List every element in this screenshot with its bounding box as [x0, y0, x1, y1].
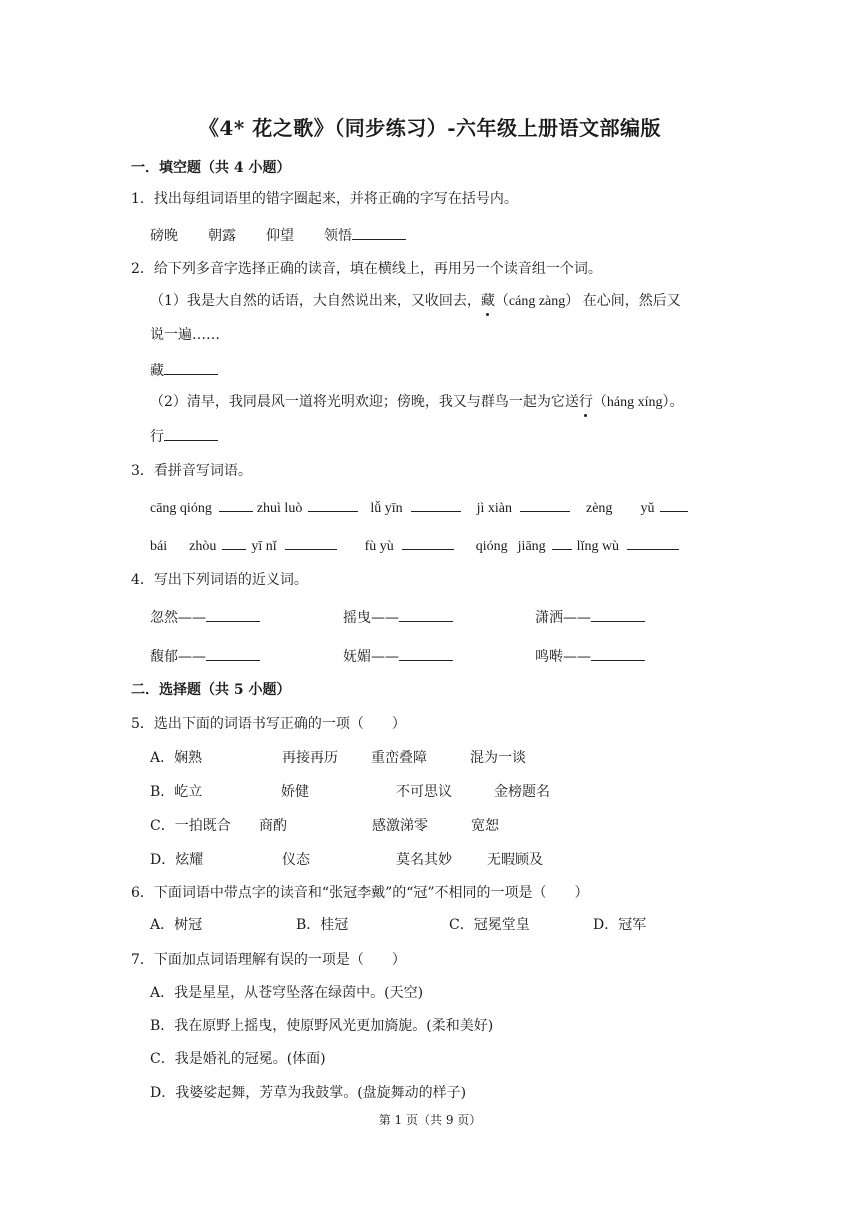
page-title: 《4* 花之歌》（同步练习）-六年级上册语文部编版 — [198, 116, 662, 140]
q5-option[interactable] — [150, 748, 526, 768]
q4-word: 鸣啭—— — [535, 649, 591, 665]
q5-opt-word: 仪态 — [282, 852, 310, 868]
q5-opt-word: 不可思议 — [396, 784, 452, 800]
q4-word: 潇洒—— — [535, 610, 591, 626]
q5-opt-word: 重峦叠障 — [371, 750, 427, 766]
q4-item — [535, 607, 645, 628]
q1-words — [150, 225, 406, 246]
q2-p1-continued: 说一遍…… — [150, 327, 220, 343]
q3-stem: 3．看拼音写词语。 — [131, 463, 252, 479]
q4-item — [343, 607, 453, 628]
q2-p2-text-a: （2）清早，我同晨风一道将光明欢迎；傍晚，我又与群鸟一起为它送 — [150, 394, 579, 410]
q2-p1-answer-blank[interactable] — [164, 360, 218, 375]
q5-opt-word: 无暇顾及 — [487, 852, 543, 868]
q4-blank[interactable] — [206, 646, 260, 661]
q2-p1-text-a: （1）我是大自然的话语，大自然说出来，又收回去， — [150, 293, 481, 309]
q6-option-d-text: D．冠军 — [593, 917, 647, 933]
q5-opt-word: 再接再历 — [282, 750, 338, 766]
q6-option-c[interactable] — [449, 915, 530, 935]
q7-option-c[interactable]: C．我是婚礼的冠冕。(体面) — [150, 1051, 326, 1067]
q6-option-a[interactable] — [150, 915, 202, 935]
q4-blank[interactable] — [399, 607, 453, 622]
q4-blank[interactable] — [206, 607, 260, 622]
q6-option-d[interactable] — [593, 915, 646, 935]
q6-option-c-text: C．冠冕堂皇 — [449, 917, 530, 933]
q2-p1-answer-char: 藏 — [150, 363, 164, 379]
q3-pinyin: zhòu — [189, 539, 217, 554]
q5-opt-word: 莫名其妙 — [396, 852, 452, 868]
q3-pinyin: jiāng — [517, 539, 546, 554]
q3-row2 — [150, 535, 679, 557]
q4-item — [150, 607, 260, 628]
q2-p2-dotted-char: 行 — [578, 394, 593, 410]
q3-pinyin: zhuì luò — [256, 501, 303, 516]
q5-opt-word: 混为一谈 — [470, 750, 526, 766]
q2-stem-text: 2．给下列多音字选择正确的读音，填在横线上，再用另一个读音组一个词。 — [131, 261, 602, 277]
q3-blank[interactable] — [552, 535, 572, 550]
q5-option[interactable] — [150, 816, 499, 836]
q1-word-2: 朝露 — [208, 228, 236, 244]
q1-answer-blank[interactable] — [352, 225, 406, 240]
q3-blank[interactable] — [520, 497, 570, 512]
q2-stem — [131, 259, 602, 279]
q2-p2-answer-char: 行 — [150, 429, 164, 445]
q3-pinyin: lǚ yīn — [370, 501, 403, 516]
q1-word-1: 磅晚 — [150, 228, 178, 244]
q5-opt-word: D．炫耀 — [150, 852, 204, 868]
q2-p1-text-b: （cáng zàng） 在心间，然后又 — [494, 294, 681, 309]
q1-word-3: 仰望 — [266, 228, 294, 244]
q2-p1-dotted-char: 藏 — [480, 293, 495, 309]
q5-option[interactable] — [150, 850, 543, 870]
q5-opt-word: C．一拍既合 — [150, 818, 231, 834]
q7-option-d[interactable]: D．我婆娑起舞，芳草为我鼓掌。(盘旋舞动的样子) — [150, 1085, 467, 1101]
q5-opt-word: B．屹立 — [150, 784, 203, 800]
q4-blank[interactable] — [591, 646, 645, 661]
q6-option-b[interactable] — [296, 915, 348, 935]
q5-opt-word: A．娴熟 — [150, 750, 203, 766]
q5-option[interactable] — [150, 782, 550, 802]
page-footer: 第 1 页（共 9 页） — [378, 1113, 482, 1127]
q4-word: 摇曳—— — [343, 610, 399, 626]
q3-blank[interactable] — [222, 535, 246, 550]
q4-word: 妩媚—— — [343, 649, 399, 665]
q3-blank[interactable] — [285, 535, 337, 550]
q2-part2 — [150, 392, 684, 413]
q3-pinyin: yǔ — [640, 501, 655, 516]
q6-option-a-text: A．树冠 — [150, 917, 203, 933]
q4-stem: 4．写出下列词语的近义词。 — [131, 572, 308, 588]
q2-p1-answer — [150, 360, 218, 381]
q2-part1 — [150, 291, 681, 312]
q1-word-4: 领悟 — [324, 228, 352, 244]
q4-blank[interactable] — [591, 607, 645, 622]
q3-blank[interactable] — [411, 497, 461, 512]
q4-item — [535, 646, 645, 667]
q4-word: 忽然—— — [150, 610, 206, 626]
q3-pinyin: fù yù — [364, 539, 394, 554]
q3-pinyin: cāng qióng — [150, 501, 212, 516]
q5-opt-word: 商酌 — [259, 818, 287, 834]
q3-pinyin: qióng — [475, 539, 508, 554]
q5-stem: 5．选出下面的词语书写正确的一项（ ） — [131, 716, 406, 732]
q7-option-a[interactable]: A．我是星星，从苍穹坠落在绿茵中。(天空) — [150, 985, 424, 1001]
q2-p2-answer — [150, 426, 218, 447]
q3-blank[interactable] — [660, 497, 688, 512]
q1-stem: 1．找出每组词语里的错字圈起来，并将正确的字写在括号内。 — [131, 191, 518, 207]
q3-blank[interactable] — [402, 535, 454, 550]
q4-item — [150, 646, 260, 667]
q4-item — [343, 646, 453, 667]
q4-word: 馥郁—— — [150, 649, 206, 665]
q2-p2-text-b: （háng xíng）。 — [592, 395, 684, 410]
q7-stem: 7．下面加点词语理解有误的一项是（ ） — [131, 952, 406, 968]
q3-blank[interactable] — [219, 497, 253, 512]
q3-pinyin: jì xiàn — [476, 501, 512, 516]
q3-row1 — [150, 497, 688, 519]
section-heading-choice: 二．选择题（共 5 小题） — [131, 682, 291, 698]
q4-blank[interactable] — [399, 646, 453, 661]
q3-pinyin: bái — [150, 539, 168, 554]
q6-option-b-text: B．桂冠 — [296, 917, 349, 933]
q3-pinyin: yī nǐ — [251, 539, 277, 554]
q3-pinyin: lǐng wù — [576, 539, 620, 554]
q7-option-b[interactable]: B．我在原野上摇曳，使原野风光更加旖旎。(柔和美好) — [150, 1018, 494, 1034]
q6-stem: 6．下面词语中带点字的读音和“张冠李戴”的“冠”不相同的一项是（ ） — [131, 885, 589, 901]
section-heading-fill-in: 一．填空题（共 4 小题） — [131, 160, 291, 176]
q3-blank[interactable] — [627, 535, 679, 550]
q5-opt-word: 感激涕零 — [372, 818, 428, 834]
q3-blank[interactable] — [308, 497, 358, 512]
q2-p2-answer-blank[interactable] — [164, 426, 218, 441]
q5-opt-word: 宽恕 — [471, 818, 499, 834]
q3-pinyin: zèng — [586, 501, 613, 516]
q5-opt-word: 娇健 — [281, 784, 309, 800]
q5-opt-word: 金榜题名 — [494, 784, 550, 800]
